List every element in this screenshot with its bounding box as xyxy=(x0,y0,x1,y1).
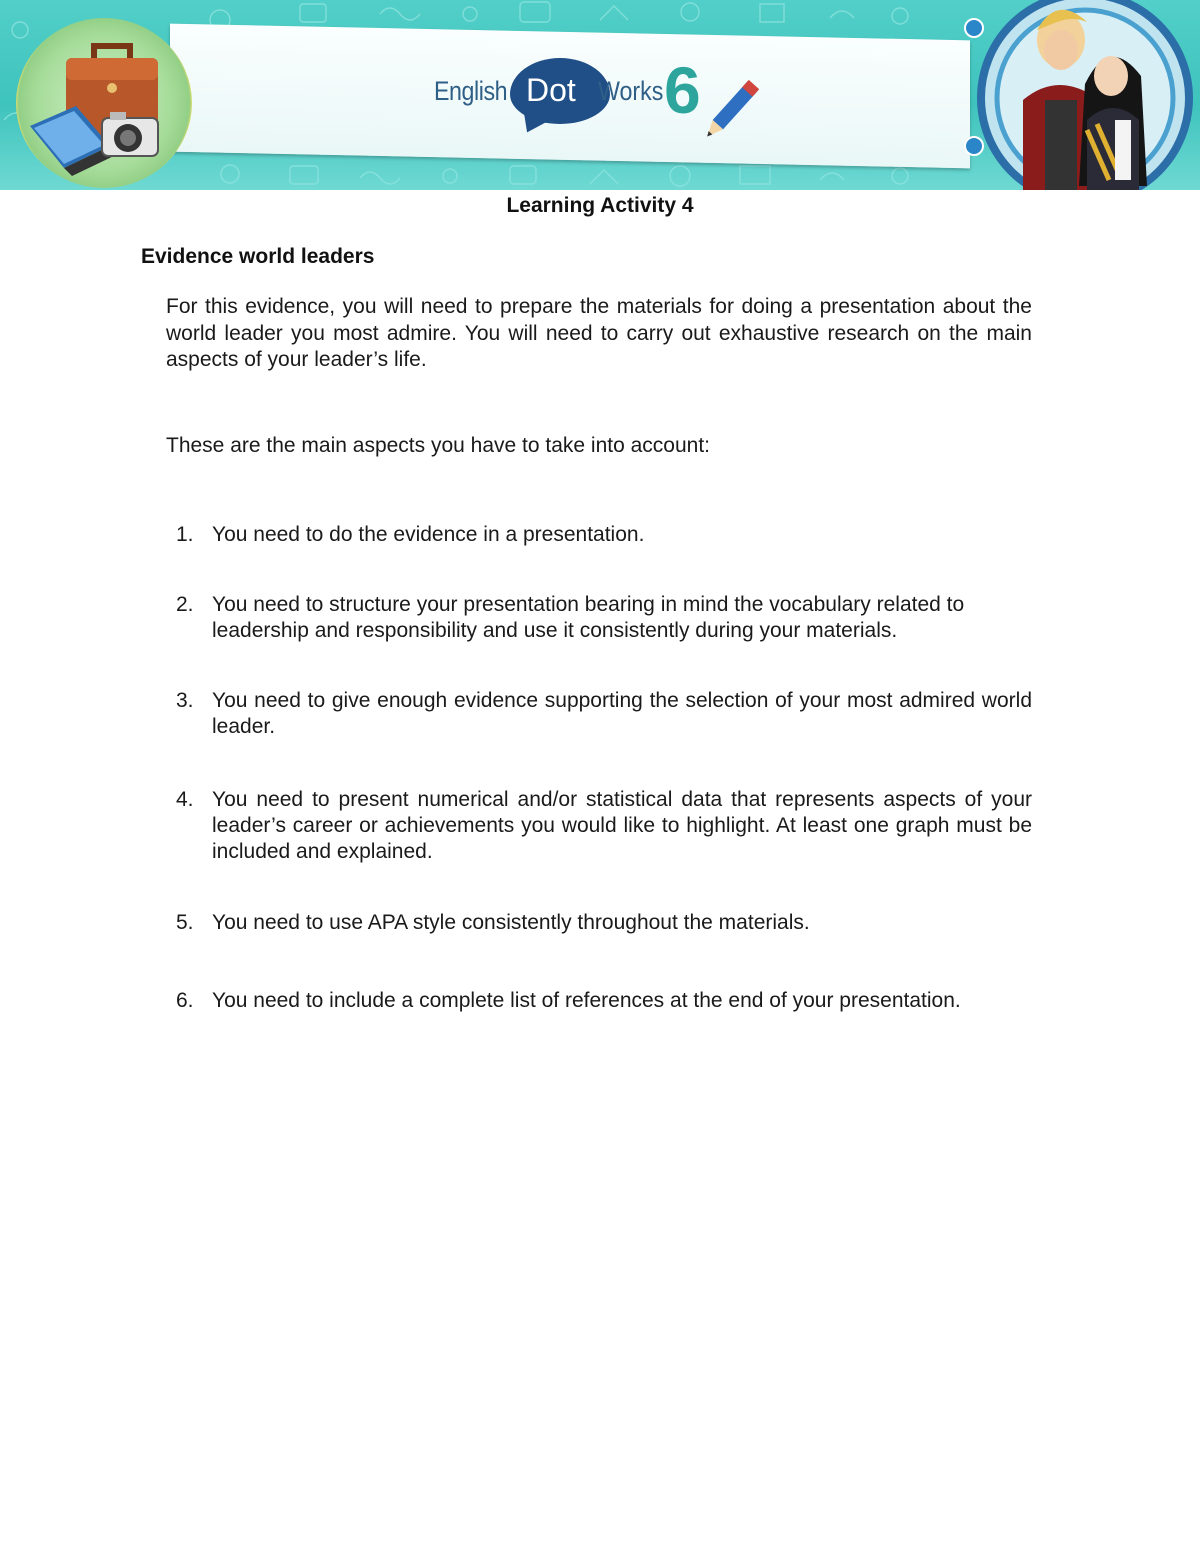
pencil-icon xyxy=(700,68,772,144)
intro-paragraph: For this evidence, you will need to prepare the materials for doing a presentation about the world leader you most admire. You will need to carry out exhaustive research on the main aspects of your leader’s life. xyxy=(166,295,1032,371)
list-item-number: 5. xyxy=(176,911,194,934)
page-title: Learning Activity 4 xyxy=(506,194,694,217)
list-item-number: 2. xyxy=(176,593,194,616)
english-dot-works-logo xyxy=(430,53,780,138)
list-item-number: 6. xyxy=(176,989,194,1012)
list-item-text: You need to include a complete list of references at the end of your presentation. xyxy=(212,989,961,1012)
list-item xyxy=(166,910,1032,936)
students-illustration xyxy=(975,0,1200,190)
logo-word-english: English xyxy=(434,76,508,106)
list-item xyxy=(166,988,1066,1014)
logo-word-dot: Dot xyxy=(526,72,576,108)
logo-number: 6 xyxy=(664,53,701,127)
list-item xyxy=(166,522,1032,548)
aspects-lead-text: These are the main aspects you have to take into account: xyxy=(166,434,710,457)
list-item xyxy=(166,688,1032,740)
list-item-number: 1. xyxy=(176,523,194,546)
header-banner xyxy=(0,0,1200,190)
list-item-text: You need to use APA style consistently throughout the materials. xyxy=(212,911,810,934)
left-badge xyxy=(16,18,192,188)
list-item-text: You need to present numerical and/or statistical data that represents aspects of your leader’s career or achievements you would like to highlight. At least one graph must be included and explained. xyxy=(212,788,1032,863)
list-item-number: 4. xyxy=(176,788,194,811)
section-heading: Evidence world leaders xyxy=(141,245,375,268)
girl-figure xyxy=(1079,56,1147,190)
list-item-text: You need to give enough evidence supporting the selection of your most admired world leader. xyxy=(212,689,1032,738)
camera-icon xyxy=(102,112,158,156)
list-item xyxy=(166,787,1032,865)
list-item-text: You need to structure your presentation bearing in mind the vocabulary related to leadership and responsibility and use it consistently during your materials. xyxy=(212,593,965,642)
list-item xyxy=(166,592,1032,644)
list-item-text: You need to do the evidence in a presentation. xyxy=(212,523,645,546)
logo-word-works: Works xyxy=(598,76,664,106)
list-item-number: 3. xyxy=(176,689,194,712)
